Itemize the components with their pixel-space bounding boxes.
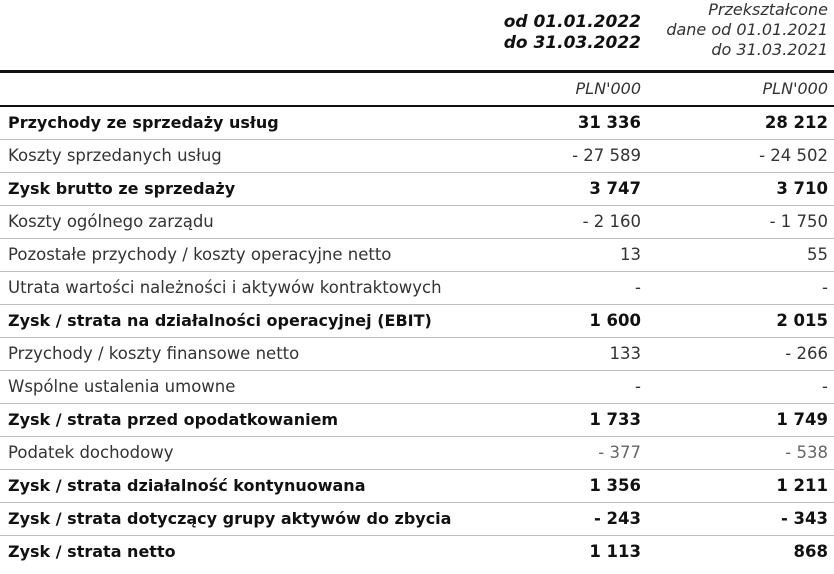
table-row <box>0 338 834 371</box>
table-row <box>0 404 834 437</box>
row-value-2021: 28 212 <box>764 113 828 132</box>
row-value-2021: 1 211 <box>776 476 828 495</box>
table-row <box>0 437 834 470</box>
column-header-2021-line-2: dane od 01.01.2021 <box>666 20 828 39</box>
table-row <box>0 107 834 140</box>
row-value-2021: - 266 <box>785 344 828 363</box>
row-value-2021: - 538 <box>785 443 828 462</box>
row-label: Zysk / strata na działalności operacyjnej (EBIT) <box>8 311 432 330</box>
row-value-2022: - <box>635 377 641 396</box>
row-value-2022: - 27 589 <box>572 146 641 165</box>
table-row <box>0 140 834 173</box>
row-value-2022: - 243 <box>593 509 641 528</box>
column-header-2021-line-1: Przekształcone <box>708 0 828 19</box>
row-label: Koszty sprzedanych usług <box>8 146 222 165</box>
row-value-2021: - <box>822 377 828 396</box>
row-value-2022: 1 113 <box>589 542 641 561</box>
row-value-2021: 3 710 <box>776 179 828 198</box>
row-value-2022: - <box>635 278 641 297</box>
row-value-2022: 133 <box>609 344 641 363</box>
table-row <box>0 272 834 305</box>
row-label: Przychody ze sprzedaży usług <box>8 113 279 132</box>
row-value-2021: 2 015 <box>776 311 828 330</box>
row-value-2022: - 377 <box>598 443 641 462</box>
column-header-2022 <box>504 12 641 54</box>
table-row <box>0 239 834 272</box>
row-label: Zysk / strata działalność kontynuowana <box>8 476 366 495</box>
row-value-2022: 3 747 <box>589 179 641 198</box>
row-value-2022: 13 <box>620 245 641 264</box>
column-header-2022-line-2: do 31.03.2022 <box>503 33 641 53</box>
table-row <box>0 173 834 206</box>
row-label: Wspólne ustalenia umowne <box>8 377 236 396</box>
table-row <box>0 470 834 503</box>
table-header <box>0 0 834 70</box>
row-label: Zysk brutto ze sprzedaży <box>8 179 236 198</box>
row-value-2022: 1 356 <box>589 476 641 495</box>
row-value-2021: - <box>822 278 828 297</box>
row-label: Podatek dochodowy <box>8 443 174 462</box>
row-label: Przychody / koszty finansowe netto <box>8 344 300 363</box>
row-label: Zysk / strata dotyczący grupy aktywów do zbycia <box>8 509 452 528</box>
row-value-2021: 1 749 <box>776 410 828 429</box>
column-header-2021-line-3: do 31.03.2021 <box>711 40 828 59</box>
row-label: Zysk / strata netto <box>8 542 176 561</box>
row-label: Pozostałe przychody / koszty operacyjne netto <box>8 245 392 264</box>
row-value-2022: 1 600 <box>589 311 641 330</box>
row-value-2021: - 1 750 <box>769 212 828 231</box>
column-header-2021 <box>666 0 828 60</box>
unit-label-2022: PLN'000 <box>575 79 641 98</box>
row-value-2021: - 343 <box>780 509 828 528</box>
table-row <box>0 206 834 239</box>
table-row <box>0 503 834 536</box>
row-label: Utrata wartości należności i aktywów kontraktowych <box>8 278 442 297</box>
row-label: Koszty ogólnego zarządu <box>8 212 214 231</box>
table-row <box>0 305 834 338</box>
row-value-2022: 1 733 <box>589 410 641 429</box>
table-row <box>0 371 834 404</box>
row-value-2022: 31 336 <box>577 113 641 132</box>
row-value-2021: - 24 502 <box>759 146 828 165</box>
units-row <box>0 73 834 105</box>
row-value-2021: 55 <box>807 245 828 264</box>
row-value-2021: 868 <box>793 542 828 561</box>
row-label: Zysk / strata przed opodatkowaniem <box>8 410 339 429</box>
row-value-2022: - 2 160 <box>582 212 641 231</box>
table-body <box>0 107 834 569</box>
column-header-2022-line-1: od 01.01.2022 <box>503 12 641 32</box>
unit-label-2021: PLN'000 <box>762 79 828 98</box>
table-row <box>0 536 834 569</box>
